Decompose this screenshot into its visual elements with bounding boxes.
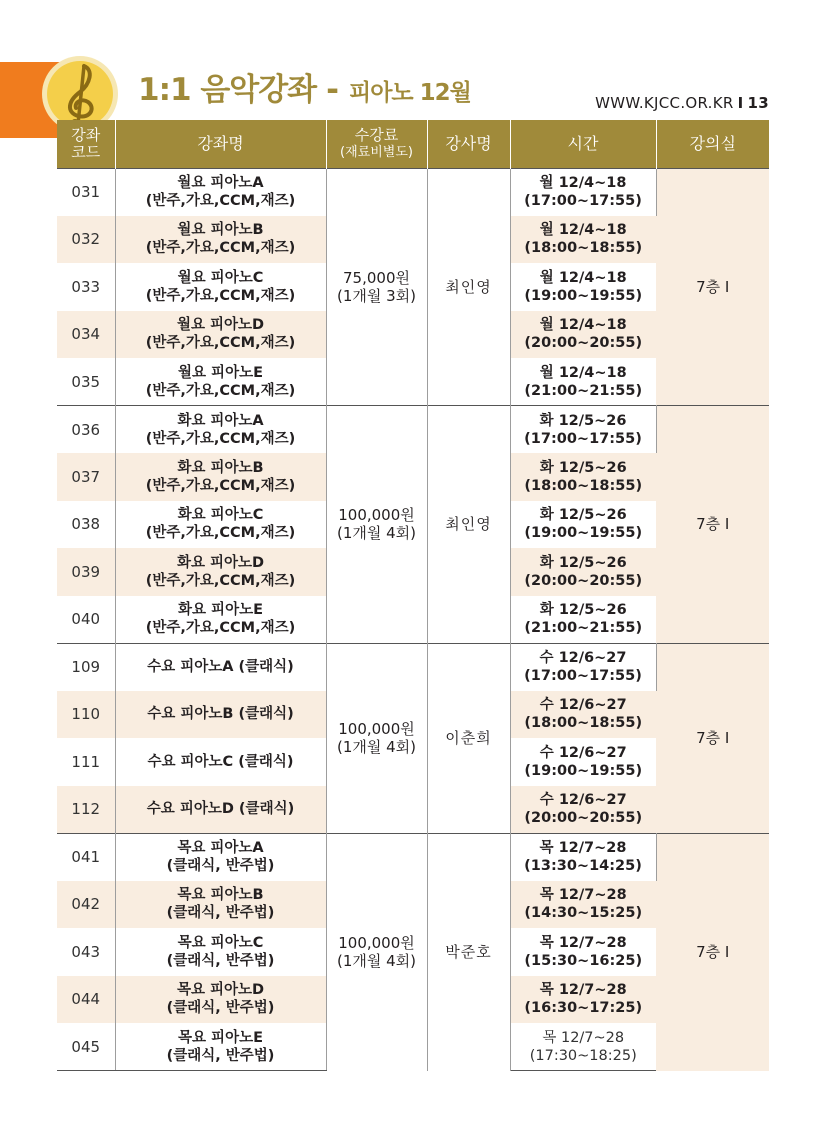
course-code: 044 (57, 976, 115, 1024)
course-name-line2: (클래식, 반주법) (166, 952, 275, 969)
course-name-line1: 월요 피아노C (177, 269, 264, 286)
time-dates: 월 12/4~18 (539, 317, 627, 334)
course-name-line1: 목요 피아노E (178, 1029, 263, 1046)
header-code: 강좌 코드 (57, 120, 115, 168)
course-name (115, 216, 326, 264)
course-code: 035 (57, 358, 115, 406)
course-code: 038 (57, 501, 115, 549)
time-dates: 화 12/5~26 (539, 602, 627, 618)
course-time (510, 881, 656, 929)
time-hours: (18:00~18:55) (524, 477, 643, 494)
time-hours: (14:30~15:25) (524, 905, 643, 922)
course-name (115, 738, 326, 786)
course-name-line1: 월요 피아노D (176, 317, 265, 334)
table-row (57, 168, 769, 216)
course-time (510, 453, 656, 501)
separator: I (737, 94, 744, 112)
header-teacher: 강사명 (427, 120, 510, 168)
classroom: 7층 I (656, 643, 769, 833)
course-name-line1: 화요 피아노B (177, 459, 264, 476)
course-time (510, 976, 656, 1024)
course-name (115, 548, 326, 596)
course-name-line1: 화요 피아노D (176, 554, 265, 571)
classroom: 7층 I (656, 406, 769, 644)
course-time (510, 596, 656, 644)
course-name-line2: (반주,가요,CCM,재즈) (145, 620, 296, 636)
course-time (510, 548, 656, 596)
time-hours: (15:30~16:25) (524, 952, 643, 969)
page-title (138, 64, 471, 114)
teacher-name: 이춘희 (427, 643, 510, 833)
course-name-line2: (클래식, 반주법) (166, 1047, 275, 1064)
time-dates: 월 12/4~18 (539, 175, 627, 191)
course-name (115, 311, 326, 359)
course-code: 031 (57, 168, 115, 216)
course-name-line2: (반주,가요,CCM,재즈) (145, 287, 296, 304)
course-name-line2: (반주,가요,CCM,재즈) (145, 240, 296, 257)
time-hours: (19:00~19:55) (524, 525, 643, 542)
course-name-line1: 수요 피아노B (클래식) (147, 706, 294, 723)
time-hours: (13:30~14:25) (524, 858, 642, 874)
fee-sessions: (1개월 3회) (336, 286, 417, 305)
title-main: 1:1 음악강좌 (138, 72, 317, 108)
fee-amount: 75,000원 (343, 268, 410, 287)
time-dates: 화 12/5~26 (539, 554, 627, 571)
course-schedule-table (57, 120, 769, 1071)
course-time (510, 168, 656, 216)
course-name-line1: 목요 피아노C (177, 934, 264, 951)
course-name-line2: (반주,가요,CCM,재즈) (145, 193, 296, 209)
course-fee (326, 833, 427, 1071)
course-name (115, 358, 326, 406)
course-time (510, 501, 656, 549)
fee-amount: 100,000원 (338, 934, 415, 952)
course-name-line2: (반주,가요,CCM,재즈) (145, 477, 296, 494)
course-fee (326, 406, 427, 644)
time-hours: (20:00~20:55) (524, 572, 643, 589)
time-dates: 수 12/6~27 (539, 744, 627, 761)
time-hours: (18:00~18:55) (524, 240, 643, 257)
course-name-line2: (반주,가요,CCM,재즈) (145, 525, 296, 542)
course-time (510, 643, 656, 691)
course-time (510, 928, 656, 976)
time-dates: 화 12/5~26 (539, 507, 627, 524)
page-number: 13 (747, 94, 769, 112)
course-fee (326, 643, 427, 833)
time-dates: 화 12/5~26 (539, 459, 627, 476)
teacher-name: 박준호 (427, 833, 510, 1071)
course-name (115, 501, 326, 549)
header-room: 강의실 (656, 120, 769, 168)
header-fee: 수강료 (재료비별도) (326, 120, 427, 168)
course-time (510, 216, 656, 264)
course-time (510, 833, 656, 881)
title-dash: - (326, 72, 339, 108)
course-name (115, 928, 326, 976)
time-hours: (17:00~17:55) (524, 193, 642, 209)
table-row (57, 833, 769, 881)
table-header-row (57, 120, 769, 168)
course-name (115, 786, 326, 834)
course-name (115, 833, 326, 881)
course-name-line1: 목요 피아노D (176, 982, 265, 999)
course-name (115, 263, 326, 311)
course-name (115, 643, 326, 691)
course-name (115, 453, 326, 501)
time-hours: (20:00~20:55) (524, 810, 643, 826)
course-name-line1: 수요 피아노D (클래식) (146, 801, 295, 817)
time-hours: (19:00~19:55) (524, 762, 643, 779)
course-name (115, 596, 326, 644)
course-fee (326, 168, 427, 406)
course-code: 112 (57, 786, 115, 834)
time-hours: (18:00~18:55) (524, 715, 643, 732)
fee-sessions: (1개월 4회) (336, 524, 417, 543)
header-time: 시간 (510, 120, 656, 168)
time-hours: (16:30~17:25) (524, 1000, 643, 1017)
course-time (510, 263, 656, 311)
course-name-line1: 화요 피아노A (177, 412, 264, 429)
time-dates: 수 12/6~27 (539, 792, 627, 808)
fee-sessions: (1개월 4회) (336, 738, 417, 756)
classroom: 7층 I (656, 168, 769, 406)
time-dates: 월 12/4~18 (539, 222, 627, 239)
course-code: 040 (57, 596, 115, 644)
time-dates: 목 12/7~28 (539, 887, 627, 904)
course-name-line1: 월요 피아노E (178, 364, 263, 381)
fee-sessions: (1개월 4회) (336, 952, 417, 970)
course-code: 042 (57, 881, 115, 929)
course-time (510, 1023, 656, 1071)
time-dates: 수 12/6~27 (539, 650, 627, 666)
time-dates: 목 12/7~28 (542, 1029, 625, 1046)
course-time (510, 786, 656, 834)
time-hours: (20:00~20:55) (524, 335, 643, 352)
course-code: 039 (57, 548, 115, 596)
course-name (115, 691, 326, 739)
time-hours: (17:30~18:25) (529, 1047, 637, 1064)
course-name-line1: 화요 피아노E (178, 602, 263, 618)
course-name (115, 406, 326, 454)
title-subtitle: 피아노 12월 (349, 80, 471, 106)
course-name (115, 881, 326, 929)
course-code: 032 (57, 216, 115, 264)
time-hours: (17:00~17:55) (524, 430, 642, 447)
time-hours: (17:00~17:55) (524, 668, 642, 684)
course-time (510, 691, 656, 739)
course-name-line1: 화요 피아노C (177, 507, 264, 524)
course-name-line1: 월요 피아노B (177, 222, 264, 239)
course-time (510, 311, 656, 359)
time-dates: 목 12/7~28 (539, 934, 627, 951)
course-name (115, 168, 326, 216)
table-body (57, 168, 769, 1071)
course-name-line2: (반주,가요,CCM,재즈) (145, 335, 296, 352)
time-hours: (19:00~19:55) (524, 287, 643, 304)
course-name-line2: (반주,가요,CCM,재즈) (145, 382, 296, 399)
course-name-line1: 수요 피아노C (클래식) (147, 753, 294, 770)
course-name-line1: 목요 피아노A (177, 840, 264, 856)
course-code: 033 (57, 263, 115, 311)
time-hours: (21:00~21:55) (524, 382, 643, 399)
course-name-line2: (클래식, 반주법) (166, 905, 275, 922)
course-code: 109 (57, 643, 115, 691)
table-row (57, 643, 769, 691)
course-name-line2: (클래식, 반주법) (166, 1000, 275, 1017)
course-time (510, 358, 656, 406)
course-name-line2: (반주,가요,CCM,재즈) (145, 430, 296, 447)
time-dates: 수 12/6~27 (539, 697, 627, 714)
course-name (115, 1023, 326, 1071)
teacher-name: 최인영 (427, 168, 510, 406)
course-code: 041 (57, 833, 115, 881)
time-dates: 목 12/7~28 (539, 840, 627, 856)
course-code: 043 (57, 928, 115, 976)
table-row (57, 406, 769, 454)
fee-amount: 100,000원 (338, 720, 415, 738)
course-time (510, 738, 656, 786)
course-code: 034 (57, 311, 115, 359)
site-url[interactable]: WWW.KJCC.OR.KR (595, 94, 734, 112)
course-code: 110 (57, 691, 115, 739)
time-dates: 월 12/4~18 (539, 364, 627, 381)
time-dates: 목 12/7~28 (539, 982, 627, 999)
course-code: 037 (57, 453, 115, 501)
teacher-name: 최인영 (427, 406, 510, 644)
course-name-line1: 목요 피아노B (177, 887, 264, 904)
course-code: 045 (57, 1023, 115, 1071)
time-hours: (21:00~21:55) (524, 620, 643, 636)
classroom: 7층 I (656, 833, 769, 1071)
fee-amount: 100,000원 (338, 506, 415, 525)
course-name-line2: (클래식, 반주법) (166, 858, 275, 874)
header-name: 강좌명 (115, 120, 326, 168)
course-code: 036 (57, 406, 115, 454)
time-dates: 화 12/5~26 (539, 412, 627, 429)
course-time (510, 406, 656, 454)
course-name-line2: (반주,가요,CCM,재즈) (145, 572, 296, 589)
time-dates: 월 12/4~18 (539, 269, 627, 286)
course-name-line1: 월요 피아노A (177, 175, 264, 191)
course-name (115, 976, 326, 1024)
course-name-line1: 수요 피아노A (클래식) (147, 659, 294, 675)
course-code: 111 (57, 738, 115, 786)
site-footer-label (595, 94, 769, 112)
